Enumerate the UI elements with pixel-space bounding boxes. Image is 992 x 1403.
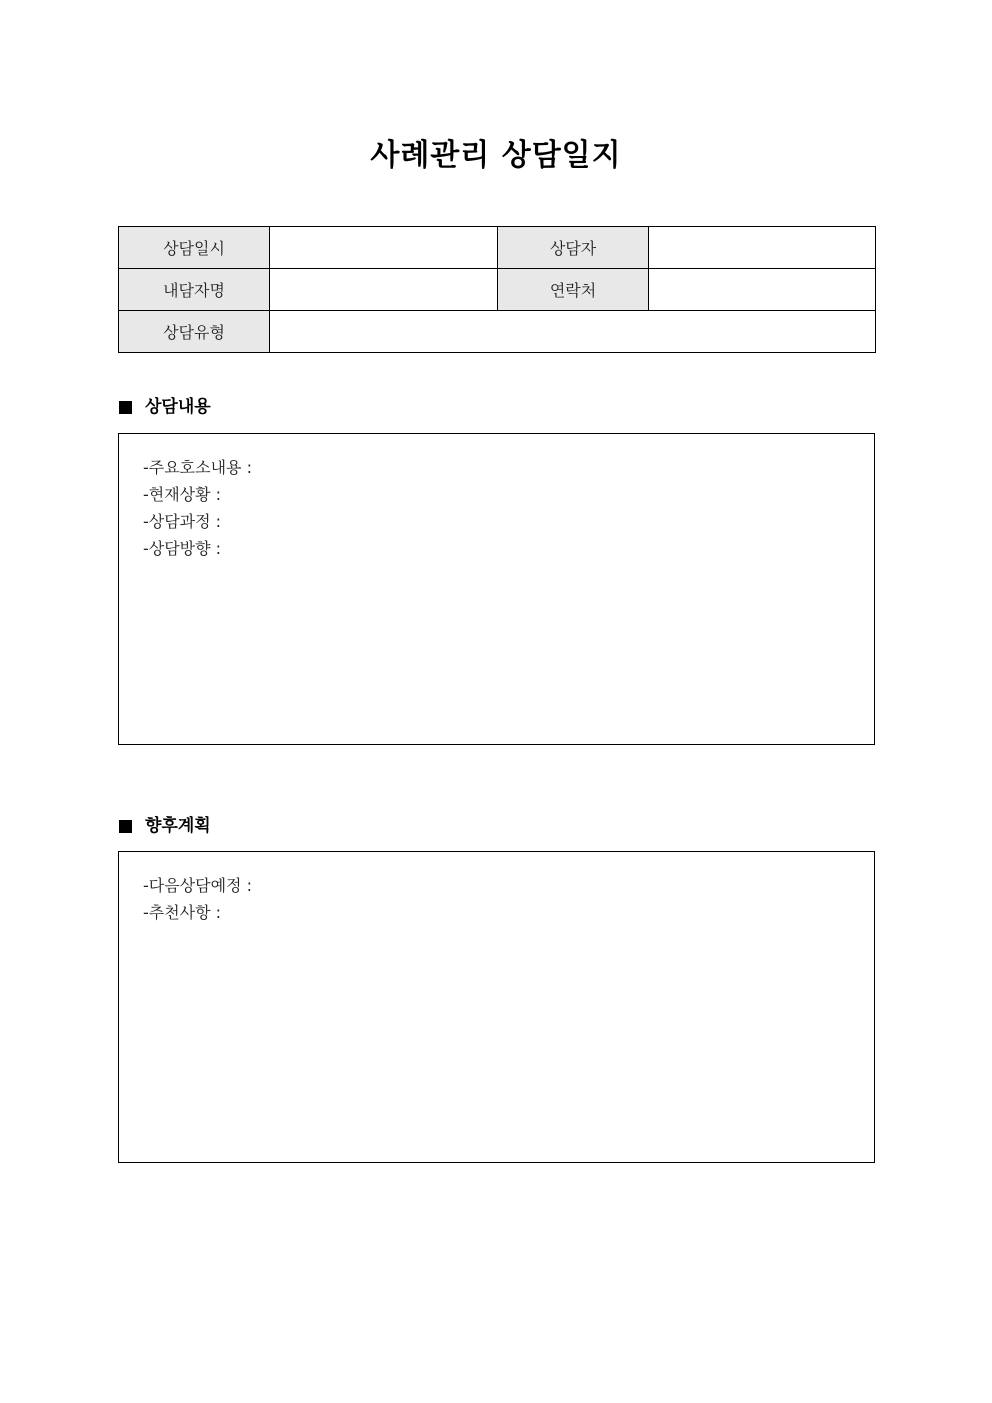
field-client-name[interactable]: [270, 269, 498, 311]
line-consult-direction: -상담방향 :: [143, 539, 222, 558]
page-title: 사례관리 상담일지: [370, 138, 622, 173]
line-current-status: -현재상황 :: [143, 485, 222, 504]
field-counselor[interactable]: [649, 227, 876, 269]
field-consult-datetime[interactable]: [270, 227, 498, 269]
label-consult-datetime: 상담일시: [119, 227, 270, 269]
line-consult-process: -상담과정 :: [143, 512, 222, 531]
section-title: 상담내용: [145, 397, 211, 417]
line-recommendations: -추천사항 :: [143, 903, 222, 922]
label-contact: 연락처: [498, 269, 649, 311]
field-consult-type[interactable]: [270, 311, 876, 353]
field-contact[interactable]: [649, 269, 876, 311]
black-square-icon: [119, 820, 132, 833]
black-square-icon: [119, 401, 132, 414]
label-consult-type: 상담유형: [119, 311, 270, 353]
table-row: [119, 311, 876, 353]
section-title: 향후계획: [145, 816, 211, 836]
label-counselor: 상담자: [498, 227, 649, 269]
info-table: [118, 226, 876, 353]
table-row: [119, 269, 876, 311]
future-plan-box[interactable]: [118, 851, 875, 1163]
label-client-name: 내담자명: [119, 269, 270, 311]
table-row: [119, 227, 876, 269]
section-heading-consult-content: [119, 395, 211, 419]
section-heading-future-plan: [119, 814, 211, 838]
consult-content-box[interactable]: [118, 433, 875, 745]
line-next-consult: -다음상담예정 :: [143, 876, 252, 895]
line-main-complaint: -주요호소내용 :: [143, 458, 252, 477]
